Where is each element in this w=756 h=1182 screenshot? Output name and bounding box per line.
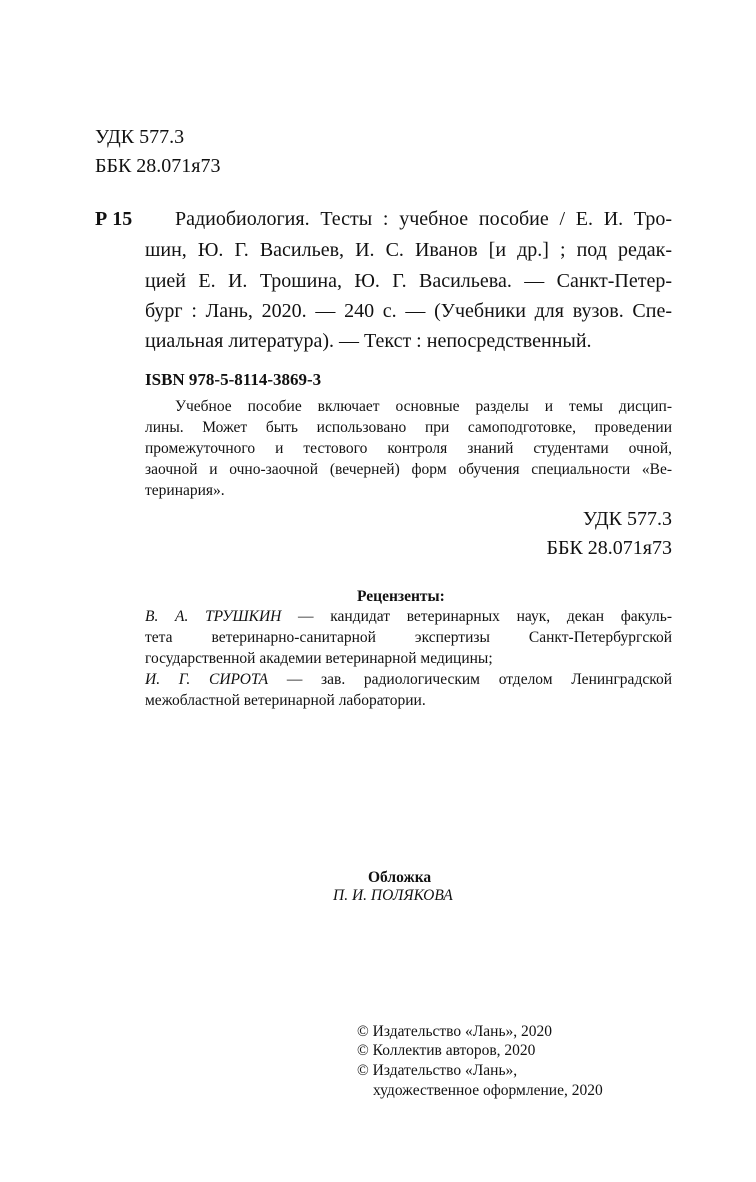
copyright-line: © Издательство «Лань», 2020 [357, 1023, 553, 1040]
entry-line: бург : Лань, 2020. — 240 с. — (Учебники для вузов. Спе- [145, 300, 672, 322]
copyright-line: художественное оформление, 2020 [373, 1082, 603, 1099]
cover-designer: П. И. ПОЛЯКОВА [333, 887, 453, 904]
copyright-line: © Коллектив авторов, 2020 [357, 1042, 536, 1059]
reviewer-line: государственной академии ветеринарной медицины; [145, 650, 493, 667]
bbk-bottom: ББК 28.071я73 [546, 537, 672, 559]
udk-top: УДК 577.3 [95, 126, 185, 148]
udk-bottom: УДК 577.3 [582, 508, 672, 530]
reviewer-name: И. Г. СИРОТА [145, 671, 269, 688]
reviewer-line: тета ветеринарно-санитарной экспертизы Санкт-Петербургской [145, 629, 672, 646]
reviewer-line: межобластной ветеринарной лаборатории. [145, 692, 426, 709]
entry-line: Радиобиология. Тесты : учебное пособие / Е. И. Тро- [175, 208, 672, 230]
abstract-line: промежуточного и тестового контроля знаний студентами очной, [145, 440, 672, 457]
abstract-line: лины. Может быть использовано при самоподготовке, проведении [145, 419, 672, 436]
entry-line: цией Е. И. Трошина, Ю. Г. Васильева. — Санкт-Петер- [145, 270, 672, 292]
isbn: ISBN 978-5-8114-3869-3 [145, 370, 322, 389]
reviewer-name: В. А. ТРУШКИН [145, 608, 282, 625]
entry-line: шин, Ю. Г. Васильев, И. С. Иванов [и др.] ; под редак- [145, 239, 672, 261]
library-code: Р 15 [95, 208, 133, 230]
reviewer-line: И. Г. СИРОТА — зав. радиологическим отделом Ленинградской [145, 671, 672, 688]
reviewers-heading: Рецензенты: [357, 588, 445, 605]
abstract-line: теринария». [145, 482, 225, 499]
entry-line: циальная литература). — Текст : непосредственный. [145, 330, 592, 352]
bbk-top: ББК 28.071я73 [95, 155, 221, 177]
copyright-line: © Издательство «Лань», [357, 1062, 518, 1079]
abstract-line: Учебное пособие включает основные разделы и темы дисцип- [175, 398, 672, 415]
abstract-line: заочной и очно-заочной (вечерней) форм обучения специальности «Ве- [145, 461, 672, 478]
cover-label: Обложка [368, 869, 432, 886]
reviewer-line: В. А. ТРУШКИН — кандидат ветеринарных наук, декан факуль- [145, 608, 673, 625]
